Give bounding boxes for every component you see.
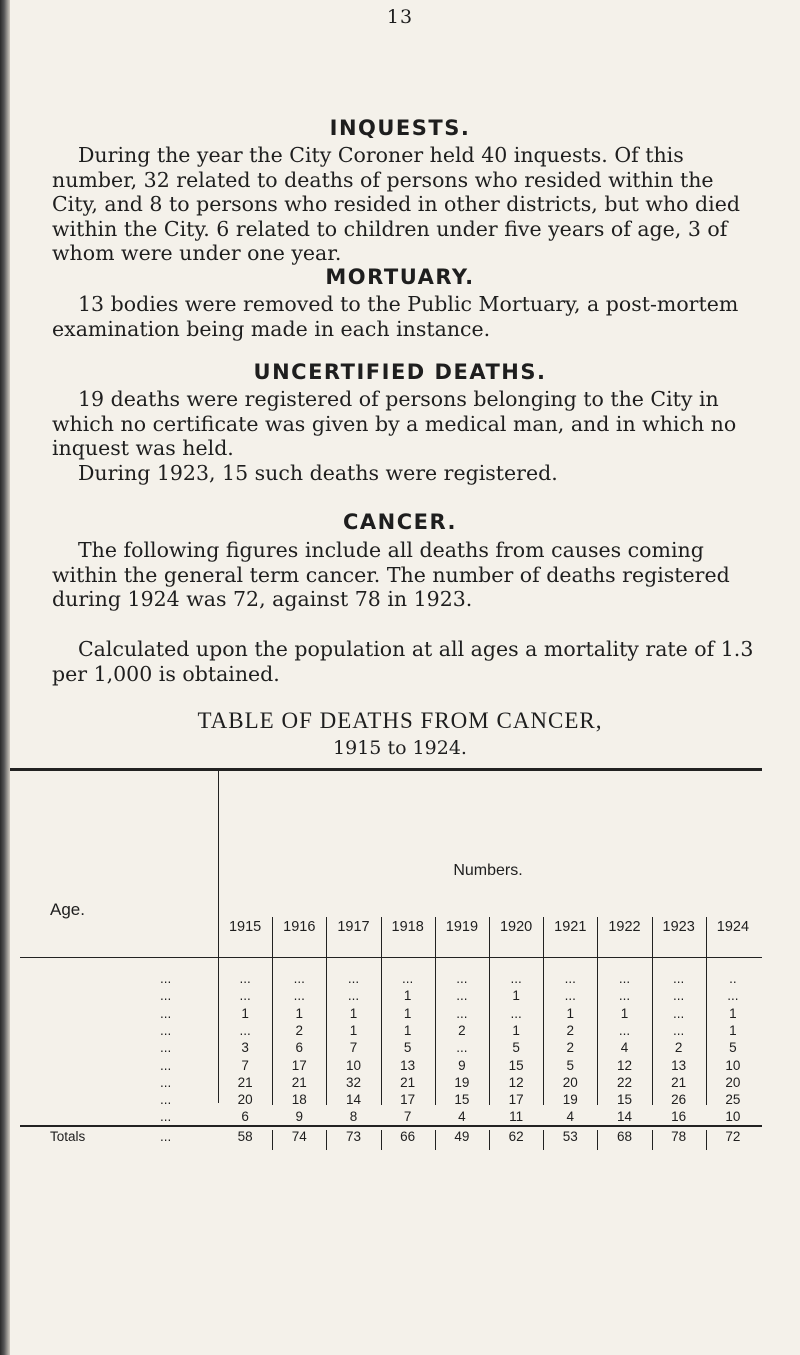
table-cell: 14 <box>345 1092 361 1108</box>
table-cell: 7 <box>403 1109 412 1125</box>
table-cell: ... <box>727 988 739 1004</box>
table-cell: ... <box>347 988 360 1004</box>
table-cell: 5 <box>566 1057 575 1073</box>
table-total-cell: 73 <box>345 1129 361 1144</box>
table-cell: ... <box>347 971 360 986</box>
table-cell: 1 <box>403 1005 412 1021</box>
table-cell: 8 <box>349 1109 358 1125</box>
table-cell: 21 <box>400 1074 416 1090</box>
table-cell: 1 <box>295 1005 304 1021</box>
table-year-header: 1916 <box>283 919 316 935</box>
table-cell: ... <box>456 971 468 986</box>
table-cell: 2 <box>458 1022 466 1038</box>
paragraph-cancer-2: Calculated upon the population at all ages a mortality rate of 1.3 per 1,000 is obtained. <box>52 637 754 686</box>
paragraph-cancer-1: The following figures include all deaths from causes coming within the general term cancer. The number of deaths registered during 1924 was 72, against 78 in 1923. <box>52 538 730 612</box>
table-cell: ... <box>564 971 576 986</box>
table-cell: 18 <box>291 1092 307 1108</box>
table-subtitle: 1915 to 1924. <box>333 737 467 759</box>
page-binding-edge <box>0 0 10 1355</box>
table-cell: ... <box>293 988 305 1004</box>
table-cell: 2 <box>674 1040 683 1056</box>
table-cell: 1 <box>729 1005 737 1021</box>
table-cell: 20 <box>237 1092 253 1108</box>
table-cell: 22 <box>616 1074 632 1090</box>
table-cell: 25 <box>725 1092 741 1108</box>
table-cell: 19 <box>562 1092 578 1108</box>
table-age-leader: ... <box>160 1074 172 1090</box>
table-cell: ... <box>673 1022 685 1038</box>
table-cell: 32 <box>345 1074 361 1090</box>
table-year-header: 1924 <box>716 919 750 935</box>
paragraph-mortuary: 13 bodies were removed to the Public Mortuary, a post-mortem examination being made in each instance. <box>52 292 739 341</box>
table-cell: 1 <box>403 1022 412 1038</box>
table-cell: ... <box>510 971 522 986</box>
table-cell: 21 <box>671 1074 687 1090</box>
table-cell: 1 <box>512 1022 520 1038</box>
page-number: 13 <box>386 6 414 28</box>
table-cell: 15 <box>454 1092 470 1108</box>
table-cell: 13 <box>400 1057 416 1073</box>
table-age-leader: ... <box>160 1005 172 1021</box>
table-cell: 11 <box>509 1109 524 1125</box>
table-cell: 19 <box>454 1074 470 1090</box>
table-totals-label: Totals <box>50 1129 86 1144</box>
table-cell: 2 <box>295 1022 304 1038</box>
table-cell: 5 <box>512 1040 520 1056</box>
table-year-header: 1919 <box>445 919 479 935</box>
paragraph-inquests: During the year the City Coroner held 40 inquests. Of this number, 32 related to deaths of persons who resided within the City, and 8 to persons who resided in other districts, but who died within the City. 6 related to children under five years of age, 3 of whom were under one year. <box>52 143 740 266</box>
table-age-leader: ... <box>160 988 172 1004</box>
table-cell: ... <box>402 971 414 986</box>
table-cell: 2 <box>566 1040 575 1056</box>
table-bottom-rule <box>20 1125 762 1127</box>
table-cell: ... <box>510 1005 522 1021</box>
table-cell: 17 <box>508 1092 524 1108</box>
table-total-cell: 78 <box>671 1129 687 1144</box>
table-numbers-header: Numbers. <box>453 862 523 879</box>
table-cell: 20 <box>725 1074 741 1090</box>
table-cell: 21 <box>237 1074 253 1090</box>
heading-cancer: CANCER. <box>342 510 458 534</box>
table-cell: ... <box>618 971 631 986</box>
table-cell: .. <box>729 971 737 986</box>
table-cell: ... <box>673 988 685 1004</box>
table-cell: ... <box>456 1040 468 1056</box>
table-cell: ... <box>564 988 576 1004</box>
table-cell: 6 <box>241 1109 249 1125</box>
table-total-cell: 72 <box>725 1129 741 1144</box>
table-cell: 4 <box>458 1109 466 1125</box>
table-cell: 7 <box>241 1057 249 1073</box>
table-age-leader: ... <box>160 1092 172 1108</box>
table-cell: 5 <box>403 1040 412 1056</box>
table-age-leader: ... <box>160 971 172 986</box>
table-cell: 15 <box>616 1092 632 1108</box>
table-cell: 21 <box>291 1074 307 1090</box>
table-year-header: 1915 <box>228 919 262 935</box>
table-cell: 14 <box>616 1109 632 1125</box>
table-cell: 5 <box>729 1040 737 1056</box>
table-cell: ... <box>673 971 685 986</box>
table-year-header: 1922 <box>608 919 641 935</box>
table-cell: 2 <box>566 1022 575 1038</box>
table-cell: 17 <box>400 1092 416 1108</box>
table-year-header: 1921 <box>554 919 587 935</box>
table-year-header: 1923 <box>662 919 695 935</box>
table-year-header: 1918 <box>391 919 424 935</box>
table-cell: 1 <box>241 1005 249 1021</box>
table-top-rule <box>10 768 762 771</box>
table-cell: 1 <box>729 1022 737 1038</box>
table-total-cell: 58 <box>237 1129 253 1144</box>
table-age-leader: ... <box>160 1040 172 1056</box>
table-cell: 3 <box>241 1040 249 1056</box>
table-total-cell: 66 <box>400 1129 416 1144</box>
table-cell: 10 <box>725 1109 741 1125</box>
table-cell: 20 <box>562 1074 578 1090</box>
table-cell: 12 <box>508 1074 524 1090</box>
table-cell: 26 <box>671 1092 687 1108</box>
table-total-cell: 53 <box>562 1129 578 1144</box>
table-cell: 10 <box>345 1057 361 1073</box>
table-cell: 13 <box>671 1057 687 1073</box>
table-age-header: Age. <box>50 900 85 919</box>
table-total-cell: 74 <box>291 1129 307 1144</box>
table-cell: 1 <box>512 988 520 1004</box>
table-age-leader: ... <box>160 1109 172 1125</box>
table-cell: ... <box>239 1022 251 1038</box>
table-total-cell: 49 <box>454 1129 470 1144</box>
table-cell: ... <box>673 1005 685 1021</box>
heading-mortuary: MORTUARY. <box>325 265 475 289</box>
paragraph-uncertified-1: 19 deaths were registered of persons belonging to the City in which no certificate was given by a medical man, and in which no inquest was held. <box>52 387 737 461</box>
table-cell: 17 <box>291 1057 307 1073</box>
table-cell: 12 <box>616 1057 632 1073</box>
table-title: TABLE OF DEATHS FROM CANCER, <box>197 708 603 733</box>
table-total-cell: 68 <box>616 1129 632 1144</box>
table-cell: 1 <box>349 1005 358 1021</box>
table-cell: 16 <box>671 1109 687 1125</box>
heading-uncertified-deaths: UNCERTIFIED DEATHS. <box>253 360 547 384</box>
heading-inquests: INQUESTS. <box>329 116 471 140</box>
table-cell: 6 <box>295 1040 304 1056</box>
table-cell: ... <box>239 971 251 986</box>
table-age-leader: ... <box>160 1057 172 1073</box>
table-cell: 9 <box>458 1057 466 1073</box>
table-cell: ... <box>456 1005 468 1021</box>
table-cell: ... <box>618 988 631 1004</box>
table-cell: ... <box>618 1022 631 1038</box>
table-cell: ... <box>456 988 468 1004</box>
table-cell: ... <box>293 971 305 986</box>
table-year-header: 1920 <box>499 919 533 935</box>
table-cell: ... <box>239 988 251 1004</box>
table-total-cell: 62 <box>508 1129 524 1144</box>
table-age-leader: ... <box>160 1022 172 1038</box>
table-cell: 4 <box>620 1040 629 1056</box>
table-cell: 1 <box>566 1005 575 1021</box>
table-cell: 7 <box>349 1040 358 1056</box>
table-cell: 4 <box>566 1109 575 1125</box>
table-cell: 15 <box>508 1057 524 1073</box>
table-cell: 1 <box>620 1005 629 1021</box>
table-cell: 9 <box>295 1109 304 1125</box>
table-totals-leader: ... <box>160 1129 172 1144</box>
table-cell: 1 <box>349 1022 358 1038</box>
table-cell: 1 <box>403 988 412 1004</box>
table-cell: 10 <box>725 1057 741 1073</box>
paragraph-uncertified-2: During 1923, 15 such deaths were registered. <box>78 461 558 485</box>
table-year-header: 1917 <box>337 919 370 935</box>
